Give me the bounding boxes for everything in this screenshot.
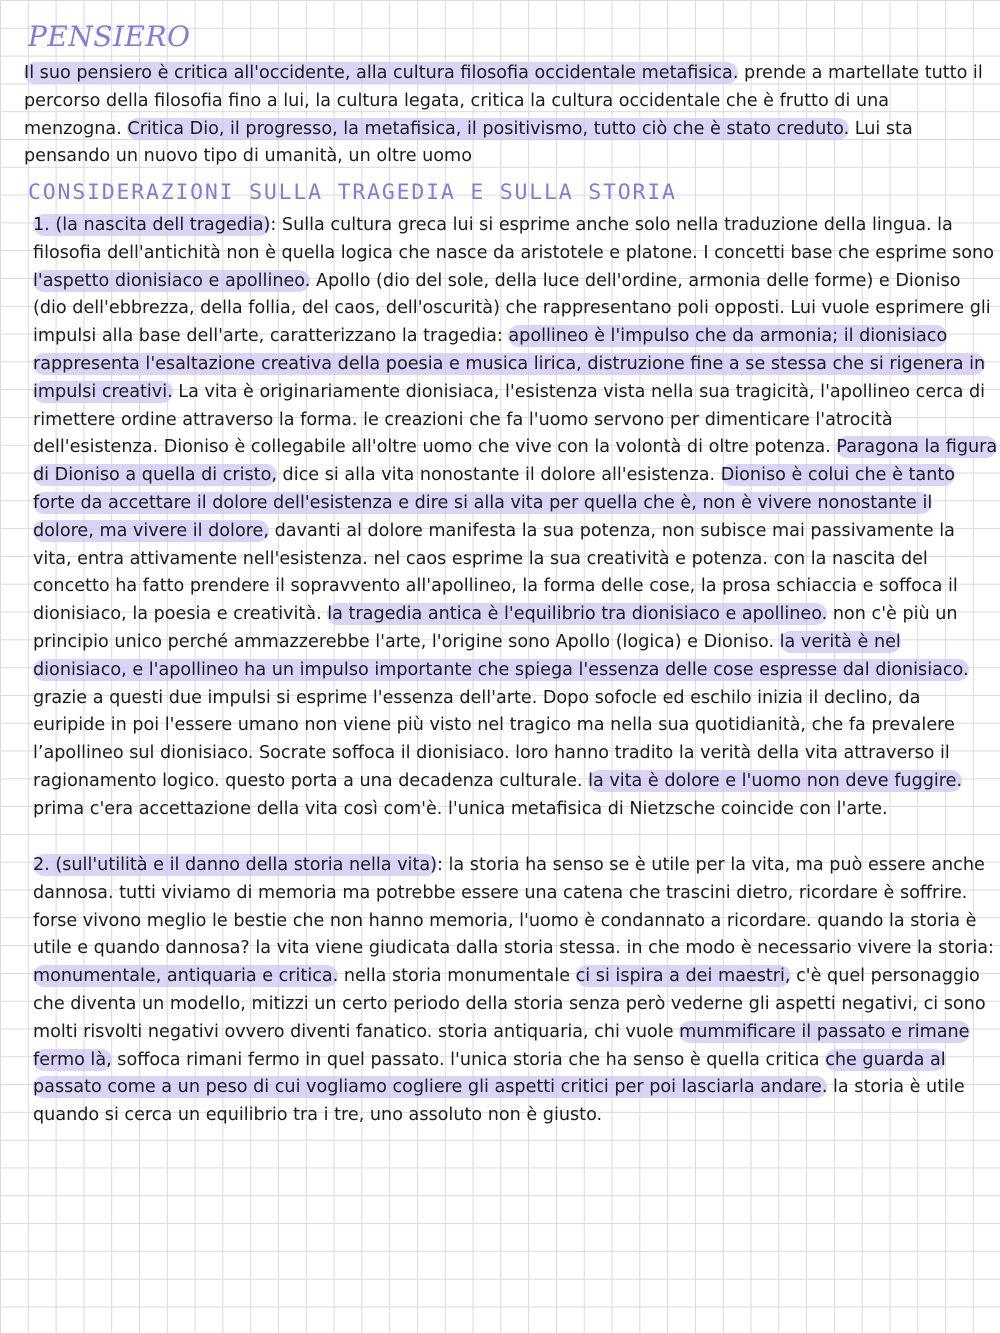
text-segment: : Sulla cultura greca lui si esprime anche solo nella traduzione della lingua. la filosofia dell'antichità non è quella logica che nasce da aristotele e platone. I concetti base che esprime sono	[33, 215, 994, 263]
point-1-paragraph	[33, 212, 998, 824]
page-title: PENSIERO	[28, 20, 191, 53]
text-segment: davanti al dolore manifesta la sua potenza, non subisce mai passivamente la vita, entra attivamente nell'esistenza. nel caos esprime la sua creatività e potenza. con la nascita del concetto ha fatto prendere il sopravvento all'apollineo, la forma delle cose, la prosa schiaccia e soffoca il dionisiaco, la poesia e creatività.	[33, 520, 958, 625]
section-title: CONSIDERAZIONI SULLA TRAGEDIA E SULLA STORIA	[28, 180, 677, 205]
highlighted-text: l'aspetto dionisiaco e apollineo.	[33, 270, 311, 291]
highlighted-text: apollineo è l'impulso che da armonia; il dionisiaco rappresenta l'esaltazione creativa della poesia e musica lirica, distruzione fine a se stessa che si rigenera in impulsi creativi.	[33, 326, 986, 402]
highlighted-text: la vita è dolore e l'uomo non deve fuggire.	[588, 770, 963, 791]
text-segment: nella storia monumentale	[338, 966, 576, 987]
highlighted-text: 1. (la nascita dell tragedia)	[33, 215, 271, 235]
highlighted-text: Il suo pensiero è critica all'occidente, alla cultura filosofia occidentale metafisica.	[24, 63, 739, 83]
highlighted-text: Paragona la figura di Dioniso a quella di cristo,	[33, 437, 998, 486]
highlighted-text: 2. (sull'utilità e il danno della storia nella vita)	[33, 855, 437, 875]
point-2-paragraph	[33, 852, 998, 1130]
text-segment: grazie a questi due impulsi si esprime l'essenza dell'arte. Dopo sofocle ed eschilo inizia il declino, da euripide in poi l'essere umano non viene più visto nel tragico ma nella sua quotidianità, che fa prevalere l’apollineo sul dionisiaco. Socrate soffoca il dionisiaco. loro hanno tradito la verità della vita attraverso il ragionamento logico. questo porta a una decadenza culturale.	[33, 687, 955, 791]
text-segment: la storia è utile quando si cerca un equilibrio tra i tre, uno assoluto non è giusto.	[33, 1077, 965, 1126]
highlighted-text: monumentale, antiquaria e critica.	[33, 966, 339, 987]
highlighted-text: mummificare il passato e rimane fermo là,	[33, 1021, 970, 1070]
text-segment: soffoca rimani fermo in quel passato. l'unica storia che ha senso è quella critica	[111, 1049, 826, 1070]
intro-paragraph	[24, 60, 992, 171]
highlighted-text: la verità è nel dionisiaco, e l'apollineo ha un impulso importante che spiega l'essenza delle cose espresse dal dionisiaco.	[33, 631, 969, 680]
highlighted-text: Dioniso è colui che è tanto forte da accettare il dolore dell'esistenza e dire si alla vita per quella che è, non è vivere nonostante il dolore, ma vivere il dolore,	[33, 465, 956, 541]
text-segment: prima c'era accettazione della vita così com'è. l'unica metafisica di Nietzsche coincide con l'arte.	[33, 798, 888, 819]
text-segment: prende a martellate tutto il percorso della filosofia fino a lui, la cultura legata, critica la cultura occidentale che è frutto di una menzogna.	[24, 63, 983, 139]
text-segment: La vita è originariamente dionisiaca, l'esistenza vista nella sua tragicità, l'apollineo cerca di rimettere ordine attraverso la forma. le creazioni che fa l'uomo servono per dimenticare l'atrocità dell'esistenza. Dioniso è collegabile all'oltre uomo che vive con la volontà di oltre potenza.	[33, 381, 986, 458]
highlighted-text: la tragedia antica è l'equilibrio tra dionisiaco e apollineo.	[327, 604, 828, 625]
highlighted-text: ci si ispira a dei maestri,	[575, 966, 791, 987]
text-segment: : la storia ha senso se è utile per la vita, ma può essere anche dannosa. tutti viviamo di memoria ma potrebbe essere una catena che trascini dietro, ricordare è soffrire. forse vivono meglio le bestie che non hanno memoria, l'uomo è condannato a ricordare. quando la storia è utile e quando dannosa? la vita viene giudicata dalla storia stessa. in che modo è necessario vivere la storia:	[33, 855, 994, 959]
text-segment: non c'è più un principio unico perché ammazzerebbe l'arte, l'origine sono Apollo (logica) e Dioniso.	[33, 604, 958, 652]
text-segment: Apollo (dio del sole, della luce dell'ordine, armonia delle forme) e Dioniso (dio dell'ebbrezza, della follia, del caos, dell'oscurità) che rappresentano poli opposti. Lui vuole esprimere gli impulsi alla base dell'arte, caratterizzano la tragedia:	[33, 270, 991, 347]
text-segment: c'è quel personaggio che diventa un modello, mitizzi un certo periodo della storia senza però vederne gli aspetti negativi, ci sono molti risvolti negativi ovvero diventi fanatico. storia antiquaria, chi vuole	[33, 966, 986, 1042]
text-segment: Lui sta pensando un nuovo tipo di umanità, un oltre uomo	[24, 118, 913, 167]
highlighted-text: Critica Dio, il progresso, la metafisica, il positivismo, tutto ciò che è stato creduto.	[127, 118, 850, 139]
text-segment: dice si alla vita nonostante il dolore all'esistenza.	[276, 465, 721, 486]
highlighted-text: che guarda al passato come a un peso di cui vogliamo cogliere gli aspetti critici per poi lasciarla andare.	[33, 1049, 946, 1098]
